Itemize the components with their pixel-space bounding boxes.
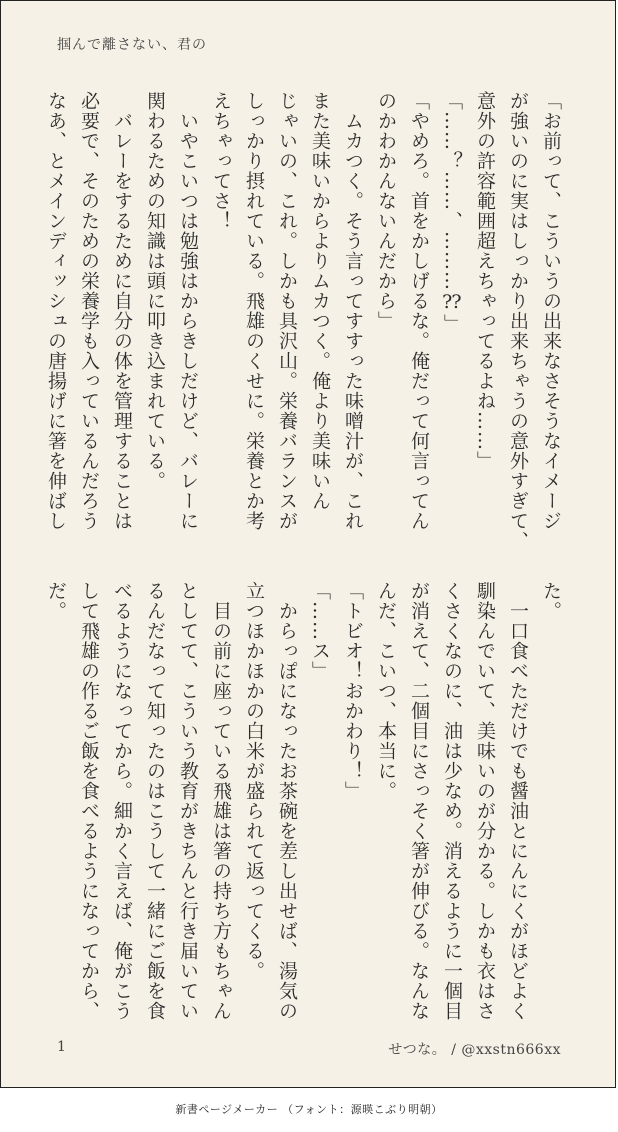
generator-credit: 新書ページメーカー （フォント：源暎こぶり明朝） <box>175 1103 443 1116</box>
text-line: 「お前って、こういうの出来なさそうなイメージ <box>540 91 562 531</box>
text-line: た。 <box>540 581 562 621</box>
text-line: 必要で、そのための栄養学も入っているんだろう <box>78 91 100 531</box>
page-number: 1 <box>57 1039 66 1055</box>
text-line: だ。 <box>45 581 67 621</box>
author-credit: せつな。 / @xxstn666xx <box>388 1042 561 1058</box>
lower-text-block <box>39 581 567 1021</box>
text-line: 「……？……、………⁇」 <box>441 91 463 334</box>
text-line: くさくなのに、油は少なめ。消えるように一個目 <box>441 581 463 1021</box>
upper-text-block <box>39 91 567 551</box>
text-line: なあ、とメインディッシュの唐揚げに箸を伸ばし <box>45 91 67 531</box>
text-line: るんだなって知ったのはこうして一緒にご飯を食 <box>144 581 166 1021</box>
text-line: 目の前に座っている飛雄は箸の持ち方もちゃん <box>210 581 232 1021</box>
text-line: 馴染んでいて、美味いのが分かる。しかも衣はさ <box>474 581 496 1021</box>
text-line: して飛雄の作るご飯を食べるようになってから、 <box>78 581 100 1021</box>
text-line: えちゃってさ！ <box>210 91 232 231</box>
text-line: が強いのに実はしっかり出来ちゃうの意外すぎて、 <box>507 91 529 551</box>
text-line: また美味いからよりムカつく。俺より美味いん <box>309 91 331 511</box>
text-line: が消えて、二個目にさっそく箸が伸びる。なんな <box>408 581 430 1021</box>
text-line: んだ、こいつ、本当に。 <box>375 581 397 801</box>
text-line: バレーをするために自分の体を管理することは <box>111 91 133 531</box>
text-line: 「やめろ。首をかしげるな。俺だって何言ってん <box>408 91 430 531</box>
text-line: 意外の許容範囲超えちゃってるよね……」 <box>474 91 496 471</box>
text-line: いやこいつは勉強はからきしだけど、バレーに <box>177 91 199 531</box>
page-header-title: 掴んで離さない、君の <box>57 37 207 53</box>
text-line: 「……ス」 <box>309 581 331 681</box>
text-line: としてて、こういう教育がきちんと行き届いてい <box>177 581 199 1021</box>
text-line: 立つほかほかの白米が盛られて返ってくる。 <box>243 581 265 981</box>
text-line: 関わるための知識は頭に叩き込まれている。 <box>144 91 166 491</box>
text-line: からっぽになったお茶碗を差し出せば、湯気の <box>276 581 298 1021</box>
text-line: 一口食べただけでも醤油とにんにくがほどよく <box>507 581 529 1021</box>
text-line: 「トビオ！おかわり！」 <box>342 581 364 801</box>
text-line: べるようになってから。細かく言えば、俺がこう <box>111 581 133 1021</box>
text-line: のかわかんないんだから」 <box>375 91 397 331</box>
text-line: じゃいの、これ。しかも具沢山。栄養バランスが <box>276 91 298 531</box>
text-line: しっかり摂れている。飛雄のくせに。栄養とか考 <box>243 91 265 531</box>
text-line: ムカつく。そう言ってすすった味噌汁が、これ <box>342 91 364 531</box>
